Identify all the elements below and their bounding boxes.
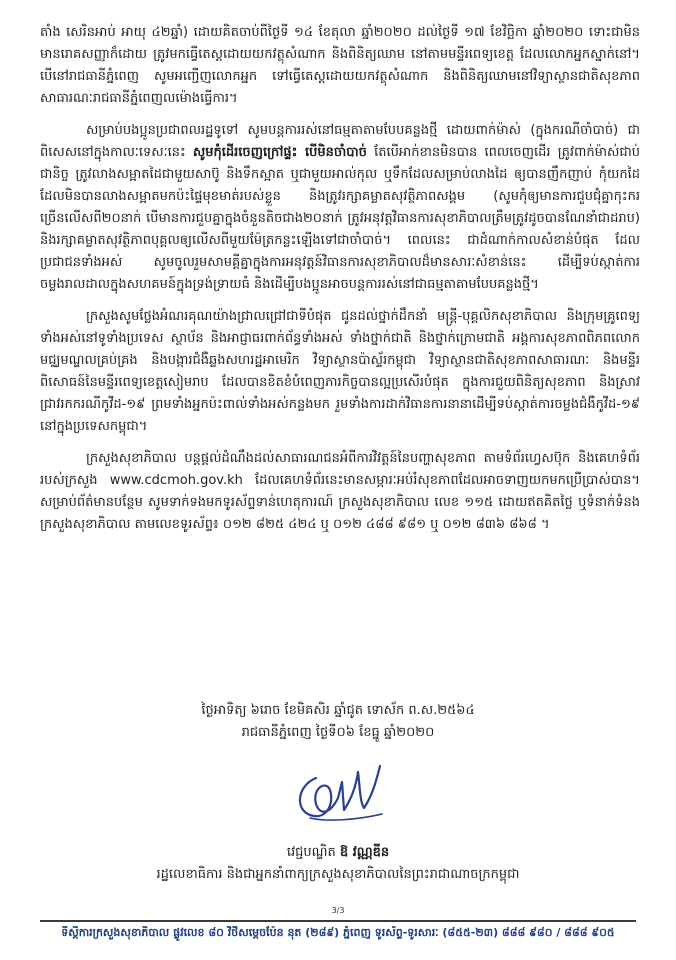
signer-name: ឱ វណ្ណឌីន: [339, 845, 390, 860]
signer-title: វេជ្ជបណ្ឌិត: [286, 845, 336, 860]
date-block: [0, 700, 676, 744]
signer-name-line: [0, 842, 676, 864]
ministry-address-footer: ទីស្តីការក្រសួងសុខាភិបាល ផ្លូវលេខ ៨០ វិថីសម្តេចប៉ែន នុត (២៨៩) ភ្នំពេញ ទូរស័ព្ទ-ទូរសារៈ (៨៥៥-២៣) ៨៨៨ ៩៨០ / ៨៨៨ ៩០៥: [61, 926, 615, 939]
paragraph-contact-info: ក្រសួងសុខាភិបាល បន្តផ្តល់ដំណឹងដល់សាធារណជនអំពីការវិវត្តន៍នៃបញ្ហាសុខភាព តាមទំព័រហ្វេសប៊ុក និងគេហទំព័ររបស់ក្រសួង www.cdcmoh.gov.kh ដែលគេហទំព័រនេះមានសម្ភារៈអប់រំសុខភាពដែលអាចទាញយកមកប្រើប្រាស់បាន។ សម្រាប់ព័ត៌មានបន្ថែម សូមទាក់ទងមកទូរស័ព្ទទាន់ហេតុការណ៍ ក្រសួងសុខាភិបាល លេខ ១១៥ ដោយឥតគិតថ្លៃ ឬទំនាក់ទំនងក្រសួងសុខាភិបាល តាមលេខទូរស័ព្ទ៖ ០១២ ៨២៥ ៤២៤ ឬ ០១២ ៤៨៨ ៩៨១ ឬ ០១២ ៨៣៦ ៨៦៨ ។: [40, 451, 640, 532]
paragraph-public-guidance: [40, 120, 640, 296]
paragraph-continuation: តាំង សេរិនអាប់ អាយុ ៤២ឆ្នាំ) ដោយគិតចាប់ពីថ្ងៃទី ១៤ ខែតុលា ឆ្នាំ២០២០ ដល់ថ្ងៃទី ១៧ ខែវិច្ឆិកា ឆ្នាំ២០២០ ទោះជាមិនមានរោគសញ្ញាក៏ដោយ ត្រូវមកធ្វើតេស្តដោយយកវត្ថុសំណាក និងពិនិត្យឈាម នៅតាមមន្ទីរពេទ្យខេត្ត ដែលលោកអ្នកស្នាក់នៅ។ បើនៅរាជធានីភ្នំពេញ សូមអញ្ជើញលោកអ្នក ទៅធ្វើតេស្តដោយយកវត្ថុសំណាក និងពិនិត្យឈាមនៅវិទ្យាស្ថានជាតិសុខភាពសាធារណៈរាជធានីភ្នំពេញលម៉ោងធ្វើការ។: [40, 25, 640, 106]
page-number: 3/3: [331, 906, 345, 915]
guidance-intro-text: សម្រាប់បងប្អូនប្រជាពលរដ្ឋទូទៅ សូមបន្តការរស់នៅធម្មតាតាមបែបគន្លងថ្មី ដោយពាក់ម៉ាស់ (ក្នុងករណីចាំបាច់) ជាពិសេសនៅក្នុងកាលៈទេសៈនេះ: [40, 123, 640, 160]
stay-home-emphasis: សូមកុំដើរចេញក្រៅផ្ទះ បើមិនចាំបាច់: [192, 145, 367, 160]
lunar-date: ថ្ងៃអាទិត្យ ៦រោច ខែមិគសិរ ឆ្នាំជូត ទោស័ក ព.ស.២៥៦៤: [201, 703, 475, 718]
paragraph-acknowledgement: ក្រសួងសូមថ្លែងអំណរគុណយ៉ាងជ្រាលជ្រៅជាទីបំផុត ជូនដល់ថ្នាក់ដឹកនាំ មន្ត្រី-បុគ្គលិកសុខាភិបាល និងក្រុមគ្រូពេទ្យទាំងអស់នៅទូទាំងប្រទេស ស្ថាប័ន និងអាជ្ញាធរពាក់ព័ន្ធទាំងអស់ ទាំងថ្នាក់ជាតិ និងថ្នាក់ក្រោមជាតិ អង្គការសុខភាពពិភពលោក មជ្ឈមណ្ឌលគ្រប់គ្រង និងបង្ការជំងឺឆ្លងសហរដ្ឋអាមេរិក វិទ្យាស្ថានប៉ាស្ទ័រកម្ពុជា វិទ្យាស្ថានជាតិសុខភាពសាធារណៈ និងមន្ទីរពិសោធន៍នៃមន្ទីរពេទ្យខេត្តសៀមរាប ដែលបានខិតខំបំពេញភារកិច្ចបានល្អប្រសើរបំផុត ក្នុងការជួយពិនិត្យសុខភាព និងស្រាវជ្រាវរកករណីកូវីដ-១៩ ព្រមទាំងអ្នកប៉ះពាល់ទាំងអស់កន្លងមក រួមទាំងការដាក់វិធានការនានាដើម្បីទប់ស្កាត់ការចម្លងជំងឺកូវីដ-១៩ នៅក្នុងប្រទេសកម្ពុជា។: [40, 309, 640, 434]
footer-divider: [40, 920, 636, 922]
guidance-rest-text: តែបើអាក់ខានមិនបាន ពេលចេញដើរ ត្រូវពាក់ម៉ាស់ជាប់ជានិច្ច ត្រូវលាងសម្អាតដៃជាមួយសាប៊ូ និងទឹកស្អាត ឬជាមួយអាល់កុល ឬទឹកដែលសម្រាប់លាងដៃ ឲ្យបានញឹកញាប់ កុំយកដៃដែលមិនបានលាងសម្អាតមកប៉ះផ្ទៃមុខមាត់របស់ខ្លួន និងត្រូវរក្សាគម្លាតសុវត្ថិភាពសង្គម (សូមកុំឲ្យមានការជួបជុំគ្នាកុះករច្រើនលើសពី២០នាក់ បើមានការជួបគ្នាក្នុងចំនួនតិចជាង២០នាក់ ត្រូវអនុវត្តវិធានការសុខាភិបាលត្រឹមត្រូវដូចបានណែនាំជាដរាប) និងរក្សាគម្លាតសុវត្ថិភាពបុគ្គលឲ្យលើសពីមួយម៉ែត្រកន្លះឡើងទៅជាចាំបាច់។ ពេលនេះ ជាដំណាក់កាលសំខាន់បំផុត ដែលប្រជាជនទាំងអស់ សូមចូលរួមសាមគ្គីគ្នាក្នុងការអនុវត្តន៍វិធានការសុខាភិបាលដ៏មានសារៈសំខាន់នេះ ដើម្បីទប់ស្កាត់ការចម្លងរាលដាលក្នុងសហគមន៍ក្នុងទ្រង់ទ្រាយធំ និងដើម្បីបងប្អូនអាចបន្តការរស់នៅជាធម្មតាតាមបែបគន្លងថ្មី។: [40, 145, 641, 292]
document-body: [40, 22, 640, 546]
signature-icon: [286, 758, 396, 828]
signer-block: [0, 842, 676, 886]
solar-date: រាជធានីភ្នំពេញ ថ្ងៃទី០៦ ខែធ្នូ ឆ្នាំ២០២០: [241, 725, 435, 740]
signer-position: រដ្ឋលេខាធិការ និងជាអ្នកនាំពាក្យក្រសួងសុខាភិបាលនៃព្រះរាជាណាចក្រកម្ពុជា: [156, 867, 520, 882]
